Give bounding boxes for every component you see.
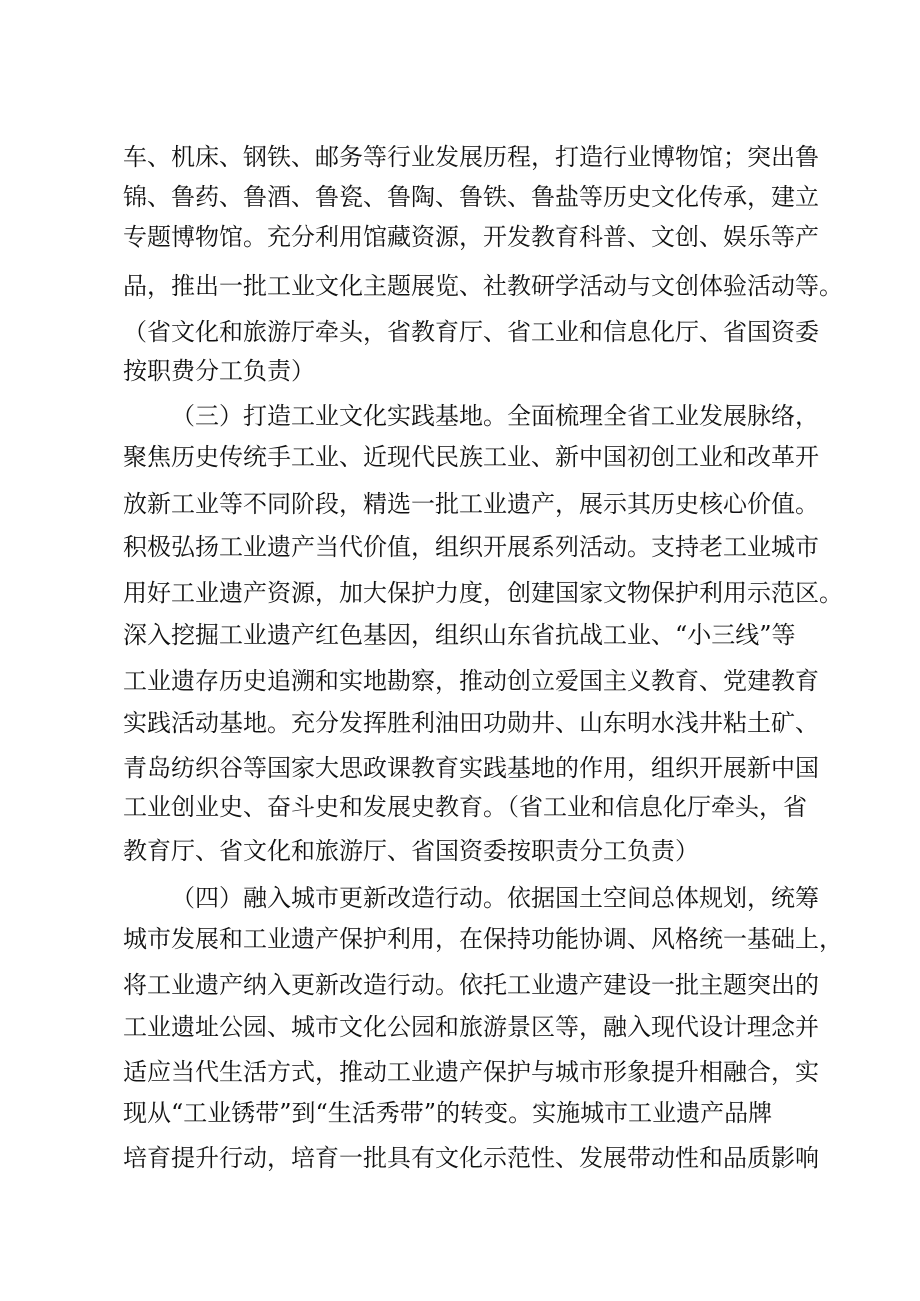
text-line: 聚焦历史传统手工业、近现代民族工业、新中国初创工业和改革开 (123, 443, 819, 471)
text-line: 将工业遗产纳入更新改造行动。依托工业遗产建设一批主题突出的 (123, 971, 819, 999)
text-line: 锦、鲁药、鲁酒、鲁瓷、鲁陶、鲁铁、鲁盐等历史文化传承，建立 (123, 183, 819, 211)
text-line: 城市发展和工业遗产保护利用，在保持功能协调、风格统一基础上， (123, 925, 843, 953)
text-line: 教育厅、省文化和旅游厅、省国资委按职责分工负责） (123, 837, 699, 865)
text-line: （省文化和旅游厅牵头，省教育厅、省工业和信息化厅、省国资委 (123, 318, 819, 346)
text-line: 实践活动基地。充分发挥胜利油田功勋井、山东明水浅井粘土矿、 (123, 709, 819, 737)
text-line: 工业遗址公园、城市文化公园和旅游景区等，融入现代设计理念并 (123, 1013, 819, 1041)
text-line: 车、机床、钢铁、邮务等行业发展历程，打造行业博物馆；突出鲁 (123, 143, 819, 171)
text-line: 深入挖掘工业遗产红色基因，组织山东省抗战工业、“小三线”等 (123, 621, 796, 649)
text-line: 青岛纺织谷等国家大思政课教育实践基地的作用，组织开展新中国 (123, 754, 819, 782)
text-line: 适应当代生活方式，推动工业遗产保护与城市形象提升相融合，实 (123, 1058, 819, 1086)
text-line: 品，推出一批工业文化主题展览、社教研学活动与文创体验活动等。 (123, 272, 843, 300)
text-line: 培育提升行动，培育一批具有文化示范性、发展带动性和品质影响 (123, 1144, 819, 1172)
text-line: 放新工业等不同阶段，精选一批工业遗产，展示其历史核心价值。 (123, 490, 819, 518)
text-line: 积极弘扬工业遗产当代价值，组织开展系列活动。支持老工业城市 (123, 533, 819, 561)
text-line: 专题博物馆。充分利用馆藏资源，开发教育科普、文创、娱乐等产 (123, 223, 819, 251)
text-line: 用好工业遗产资源，加大保护力度，创建国家文物保护利用示范区。 (123, 579, 843, 607)
section-heading-line: （四）融入城市更新改造行动。依据国土空间总体规划，统筹 (171, 884, 819, 912)
text-line: 工业创业史、奋斗史和发展史教育。（省工业和信息化厅牵头，省 (123, 793, 807, 821)
text-line: 现从“工业锈带”到“生活秀带”的转变。实施城市工业遗产品牌 (123, 1099, 773, 1127)
text-line: 工业遗存历史追溯和实地勘察，推动创立爱国主义教育、党建教育 (123, 667, 819, 695)
text-line: 按职费分工负责） (123, 357, 315, 385)
section-heading-line: （三）打造工业文化实践基地。全面梳理全省工业发展脉络， (171, 402, 819, 430)
